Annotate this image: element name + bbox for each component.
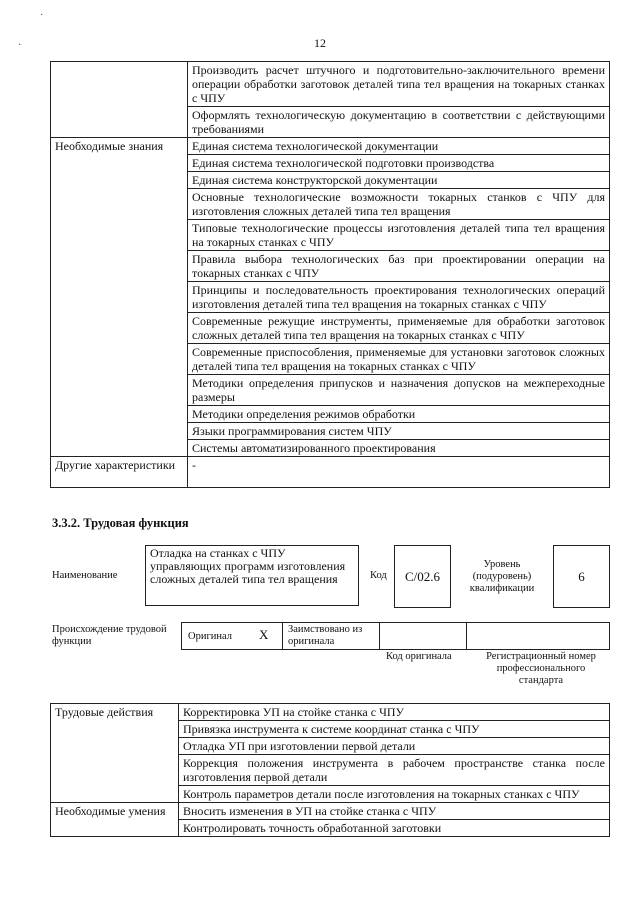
reg-number-caption: Регистрационный номер профессионального стандарта <box>486 651 596 686</box>
row-item: Принципы и последовательность проектирования технологических операций изготовления деталей типа тел вращения на токарных станках с ЧПУ <box>188 282 610 313</box>
table-row <box>51 62 610 107</box>
row-item: Единая система технологической подготовки производства <box>188 155 610 172</box>
row-item: Современные приспособления, применяемые для установки заготовок сложных деталей типа тел вращения на токарных станках с ЧПУ <box>188 344 610 375</box>
row-item: Производить расчет штучного и подготовительно-заключительного времени операции обработки заготовок деталей типа тел вращения на токарных станках с ЧПУ <box>188 62 610 107</box>
labor-actions-table <box>50 703 610 837</box>
row-item: Вносить изменения в УП на стойке станка с ЧПУ <box>179 803 610 820</box>
code-original-caption: Код оригинала <box>386 651 452 662</box>
level-label: Уровень (подуровень) квалификации <box>469 559 535 594</box>
row-label: Другие характеристики <box>51 457 188 488</box>
borrowed-box <box>282 622 380 650</box>
scan-speck: · <box>18 40 22 51</box>
original-mark: Х <box>259 627 269 642</box>
code-label: Код <box>370 570 387 581</box>
row-item: Отладка УП при изготовлении первой детали <box>179 738 610 755</box>
row-item: - <box>188 457 610 488</box>
knowledge-table <box>50 61 610 488</box>
original-label: Оригинал <box>188 631 232 642</box>
table-row <box>51 457 610 488</box>
table-row <box>51 138 610 155</box>
row-item: Корректировка УП на стойке станка с ЧПУ <box>179 704 610 721</box>
row-item: Основные технологические возможности токарных станков с ЧПУ для изготовления сложных деталей типа тел вращения <box>188 189 610 220</box>
row-item: Языки программирования систем ЧПУ <box>188 423 610 440</box>
row-item: Единая система технологической документации <box>188 138 610 155</box>
code-value-box: С/02.6 <box>394 545 451 608</box>
code-original-box <box>378 622 467 650</box>
row-label: Необходимые знания <box>51 138 188 457</box>
level-value-box: 6 <box>553 545 610 608</box>
row-item: Контролировать точность обработанной заготовки <box>179 820 610 837</box>
borrowed-label: Заимствовано из оригинала <box>288 624 363 647</box>
row-item: Привязка инструмента к системе координат станка с ЧПУ <box>179 721 610 738</box>
row-item: Системы автоматизированного проектирования <box>188 440 610 457</box>
row-item: Типовые технологические процессы изготовления деталей типа тел вращения на токарных станках с ЧПУ <box>188 220 610 251</box>
table-row <box>51 803 610 820</box>
row-item: Правила выбора технологических баз при проектировании операции на токарных станках с ЧПУ <box>188 251 610 282</box>
row-label <box>51 62 188 138</box>
row-item: Единая система конструкторской документации <box>188 172 610 189</box>
original-box <box>181 622 282 650</box>
table-row <box>51 704 610 721</box>
origin-label: Происхождение трудовой функции <box>52 624 167 647</box>
name-value-box: Отладка на станках с ЧПУ управляющих программ изготовления сложных деталей типа тел вращения <box>145 545 359 606</box>
section-title: 3.3.2. Трудовая функция <box>52 516 189 530</box>
row-label: Необходимые умения <box>51 803 179 837</box>
reg-number-box <box>466 622 610 650</box>
row-item: Методики определения режимов обработки <box>188 406 610 423</box>
row-label: Трудовые действия <box>51 704 179 803</box>
page-number: 12 <box>314 36 326 50</box>
scan-speck: · <box>40 10 44 21</box>
row-item: Контроль параметров детали после изготовления на токарных станках с ЧПУ <box>179 786 610 803</box>
name-label: Наименование <box>52 570 118 581</box>
row-item: Методики определения припусков и назначения допусков на межпереходные размеры <box>188 375 610 406</box>
row-item: Коррекция положения инструмента в рабочем пространстве станка после изготовления первой детали <box>179 755 610 786</box>
row-item: Современные режущие инструменты, применяемые для обработки заготовок сложных деталей типа тел вращения на токарных станках с ЧПУ <box>188 313 610 344</box>
row-item: Оформлять технологическую документацию в соответствии с действующими требованиями <box>188 107 610 138</box>
